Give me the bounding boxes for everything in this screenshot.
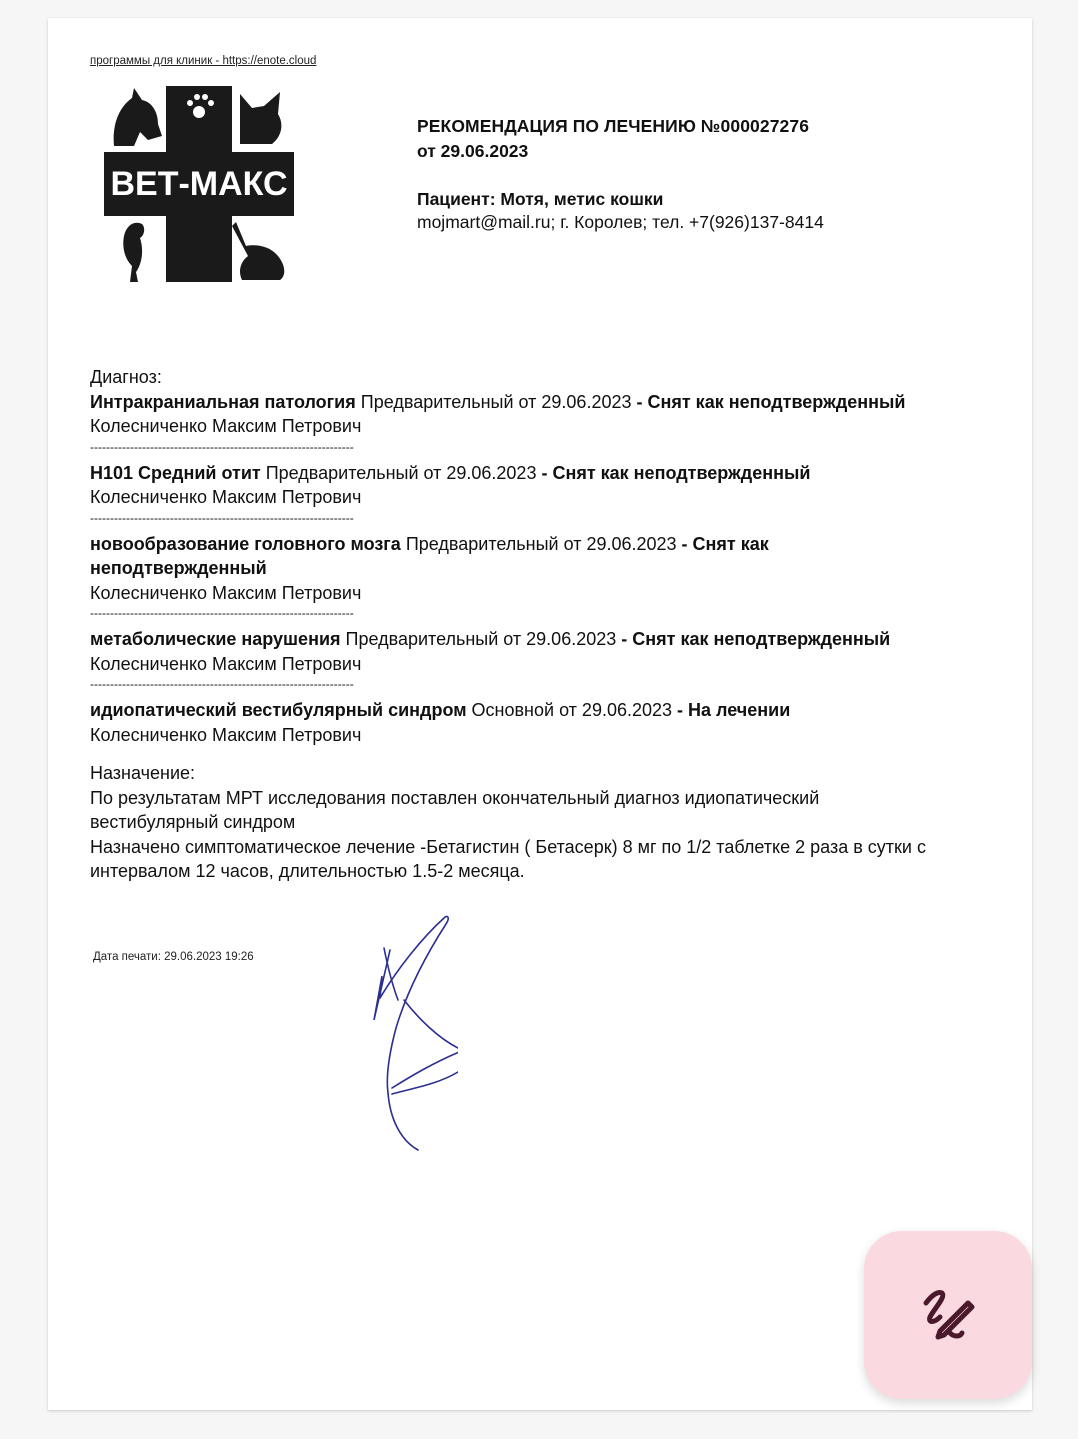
print-date: Дата печати: 29.06.2023 19:26: [93, 951, 254, 963]
document-body: [90, 365, 1020, 884]
document-page: [48, 18, 1032, 1410]
diagnosis-item: [90, 698, 1020, 747]
prescription-heading: Назначение:: [90, 763, 196, 783]
diagnosis-type: Основной от 29.06.2023: [471, 700, 673, 720]
diagnosis-type: Предварительный от 29.06.2023: [265, 462, 537, 483]
diagnosis-status: - Снят как неподтвержденный: [631, 391, 906, 412]
separator: ------------------------------------------------------------------: [90, 677, 354, 691]
patient-contacts: mojmart@mail.ru; г. Королев; тел. +7(926)137-8414: [417, 212, 824, 232]
diagnosis-name: метаболические нарушения: [90, 629, 341, 649]
diagnosis-name: идиопатический вестибулярный синдром: [90, 700, 467, 720]
document-title: РЕКОМЕНДАЦИЯ ПО ЛЕЧЕНИЮ №000027276: [417, 116, 810, 136]
diagnosis-item: [90, 461, 1020, 526]
diagnosis-type: Предварительный от 29.06.2023: [360, 391, 632, 412]
diagnosis-item: [90, 627, 1020, 692]
prescription-line: Назначено симптоматическое лечение -Бетагистин ( Бетасерк) 8 мг по 1/2 таблетке 2 раза в сутки с интервалом 12 часов, длительностью 1.5-2 месяца.: [90, 836, 926, 881]
diagnosis-status: - Снят как неподтвержденный: [90, 533, 769, 578]
source-link[interactable]: программы для клиник - https://enote.cloud: [90, 55, 317, 67]
diagnosis-heading: Диагноз:: [90, 367, 162, 387]
diagnosis-item: [90, 532, 890, 622]
diagnosis-doctor: Колесниченко Максим Петрович: [90, 724, 362, 745]
separator: ------------------------------------------------------------------: [90, 439, 354, 454]
patient-line: [417, 189, 824, 210]
patient-value: Мотя, метис кошки: [500, 189, 664, 209]
document-header: [417, 116, 824, 233]
clinic-logo: [104, 86, 294, 282]
separator: ------------------------------------------------------------------: [90, 606, 354, 620]
diagnosis-doctor: Колесниченко Максим Петрович: [90, 487, 362, 507]
diagnosis-name: H101 Средний отит: [90, 462, 261, 483]
patient-label: Пациент:: [417, 189, 496, 209]
separator: ------------------------------------------------------------------: [90, 510, 354, 525]
diagnosis-doctor: Колесниченко Максим Петрович: [90, 416, 362, 436]
diagnosis-name: новообразование головного мозга: [90, 533, 401, 554]
prescription-line: По результатам МРТ исследования поставлен окончательный диагноз идиопатический вестибулярный синдром: [90, 787, 820, 832]
diagnosis-status: - На лечении: [672, 700, 791, 720]
edit-pen-icon: [916, 1281, 980, 1350]
diagnosis-doctor: Колесниченко Максим Петрович: [90, 582, 362, 603]
diagnosis-status: - Снят как неподтвержденный: [536, 462, 811, 483]
document-date: от 29.06.2023: [417, 141, 529, 161]
diagnosis-type: Предварительный от 29.06.2023: [345, 629, 617, 649]
diagnosis-item: [90, 390, 1020, 455]
signature: [318, 888, 458, 1158]
diagnosis-status: - Снят как неподтвержденный: [616, 629, 891, 649]
prescription-section: [90, 761, 926, 884]
diagnosis-doctor: Колесниченко Максим Петрович: [90, 653, 362, 674]
diagnosis-name: Интракраниальная патология: [90, 391, 356, 412]
edit-button[interactable]: [864, 1231, 1032, 1399]
svg-text:ВЕТ-МАКС: ВЕТ-МАКС: [110, 165, 288, 203]
diagnosis-type: Предварительный от 29.06.2023: [405, 533, 677, 554]
